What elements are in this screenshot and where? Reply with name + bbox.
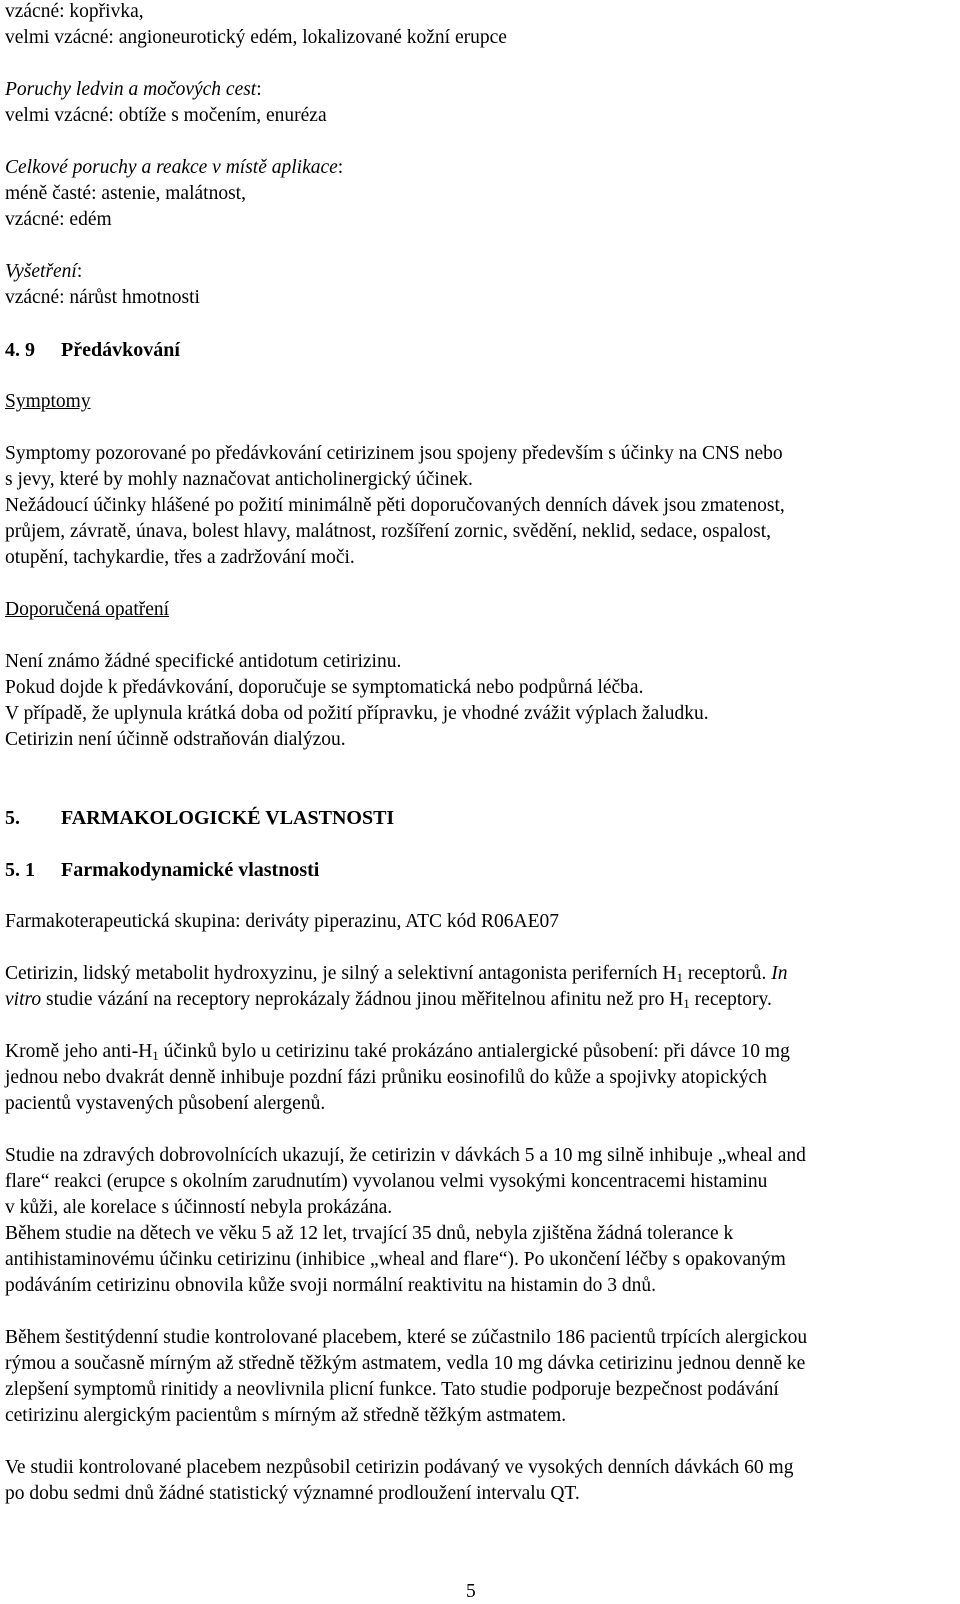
section-heading-5-1 — [5, 858, 319, 882]
text-line: Symptomy pozorované po předávkování cetirizinem jsou spojeny především s účinky na CNS nebo — [5, 443, 783, 464]
text-line: s jevy, které by mohly naznačovat anticholinergický účinek. — [5, 469, 473, 490]
text-line: zlepšení symptomů rinitidy a neovlivnila plicní funkce. Tato studie podporuje bezpečnost podávání — [5, 1379, 779, 1400]
section-title: FARMAKOLOGICKÉ VLASTNOSTI — [61, 807, 395, 829]
colon: : — [337, 157, 344, 178]
text-line: flare“ reakci (erupce s okolním zarudnutím) vyvolanou velmi vysokými koncentracemi histaminu — [5, 1171, 768, 1192]
text-line: V případě, že uplynula krátká doba od požití přípravku, je vhodné zvážit výplach žaludku. — [5, 703, 709, 724]
text-line: antihistaminovému účinku cetirizinu (inhibice „wheal and flare“). Po ukončení léčby s opakovaným — [5, 1249, 786, 1270]
text-line: rýmou a současně mírným až středně těžkým astmatem, vedla 10 mg dávka cetirizinu jednou denně ke — [5, 1353, 806, 1374]
text-line: Během šestitýdenní studie kontrolované placebem, které se zúčastnilo 186 pacientů trpících alergickou — [5, 1327, 808, 1348]
text-line: v kůži, ale korelace s účinností nebyla prokázána. — [5, 1197, 393, 1218]
text-line: cetirizinu alergickým pacientům s mírným až středně těžkým astmatem. — [5, 1405, 567, 1426]
page-number: 5 — [466, 1581, 476, 1602]
text-line: Během studie na dětech ve věku 5 až 12 let, trvající 35 dnů, nebyla zjištěna žádná tolerance k — [5, 1223, 734, 1244]
text-line: otupění, tachykardie, třes a zadržování moči. — [5, 547, 355, 568]
text-line: méně časté: astenie, malátnost, — [5, 183, 246, 204]
italic-run: In — [771, 963, 788, 984]
text-run: receptory. — [689, 989, 772, 1010]
text-line: velmi vzácné: angioneurotický edém, lokalizované kožní erupce — [5, 27, 507, 48]
text-line — [5, 1040, 790, 1068]
text-line: vzácné: kopřivka, — [5, 1, 144, 22]
text-run: Cetirizin, lidský metabolit hydroxyzinu, je silný a selektivní antagonista periferních H — [5, 963, 677, 984]
text-run: účinků bylo u cetirizinu také prokázáno antialergické působení: při dávce 10 mg — [158, 1041, 790, 1062]
text-line: Ve studii kontrolované placebem nezpůsobil cetirizin podávaný ve vysokých denních dávkách 60 mg — [5, 1457, 794, 1478]
text-line: po dobu sedmi dnů žádné statistický významné prodloužení intervalu QT. — [5, 1483, 580, 1504]
section-title: Farmakodynamické vlastnosti — [61, 859, 320, 881]
text-line: Pokud dojde k předávkování, doporučuje se symptomatická nebo podpůrná léčba. — [5, 677, 644, 698]
section-number: 4. 9 — [5, 339, 35, 361]
section-number: 5. — [5, 807, 20, 829]
text-line: Farmakoterapeutická skupina: deriváty piperazinu, ATC kód R06AE07 — [5, 911, 559, 932]
text-line: Není známo žádné specifické antidotum cetirizinu. — [5, 651, 402, 672]
text-line: vzácné: edém — [5, 209, 112, 230]
subheading-measures: Doporučená opatření — [5, 599, 170, 620]
text-run: Kromě jeho anti-H — [5, 1041, 153, 1062]
subheading-symptoms: Symptomy — [5, 391, 91, 412]
category-heading — [5, 78, 262, 102]
text-line: Studie na zdravých dobrovolnících ukazují, že cetirizin v dávkách 5 a 10 mg silně inhibuje „wheal and — [5, 1145, 806, 1166]
text-line: jednou nebo dvakrát denně inhibuje pozdní fázi průniku eosinofilů do kůže a spojivky atopických — [5, 1067, 767, 1088]
text-line: pacientů vystavených působení alergenů. — [5, 1093, 326, 1114]
subscript: 1 — [683, 996, 690, 1011]
category-label: Vyšetření — [5, 261, 77, 282]
section-heading-4-9 — [5, 338, 180, 362]
text-line: vzácné: nárůst hmotnosti — [5, 287, 200, 308]
text-line: velmi vzácné: obtíže s močením, enuréza — [5, 105, 327, 126]
category-heading — [5, 260, 82, 284]
text-run: receptorů. — [683, 963, 772, 984]
category-heading — [5, 156, 343, 180]
section-number: 5. 1 — [5, 859, 35, 881]
colon: : — [76, 261, 83, 282]
colon: : — [256, 79, 262, 100]
text-line: Nežádoucí účinky hlášené po požití minimálně pěti doporučovaných denních dávek jsou zmatenost, — [5, 495, 785, 516]
category-label: Poruchy ledvin a močových cest — [5, 79, 257, 100]
text-line: Cetirizin není účinně odstraňován dialýzou. — [5, 729, 346, 750]
category-label: Celkové poruchy a reakce v místě aplikace — [5, 157, 338, 178]
section-title: Předávkování — [61, 339, 180, 361]
text-line — [5, 988, 772, 1016]
section-heading-5 — [5, 806, 394, 830]
subscript: 1 — [152, 1048, 159, 1063]
italic-run: vitro — [5, 989, 42, 1010]
text-run: studie vázání na receptory neprokázaly žádnou jinou měřitelnou afinitu než pro H — [41, 989, 684, 1010]
text-line: průjem, závratě, únava, bolest hlavy, malátnost, rozšíření zornic, svědění, neklid, sedace, ospalost, — [5, 521, 772, 542]
subscript: 1 — [676, 970, 684, 985]
text-line — [5, 962, 788, 990]
text-line: podáváním cetirizinu obnovila kůže svoji normální reaktivitu na histamin do 3 dnů. — [5, 1275, 656, 1296]
